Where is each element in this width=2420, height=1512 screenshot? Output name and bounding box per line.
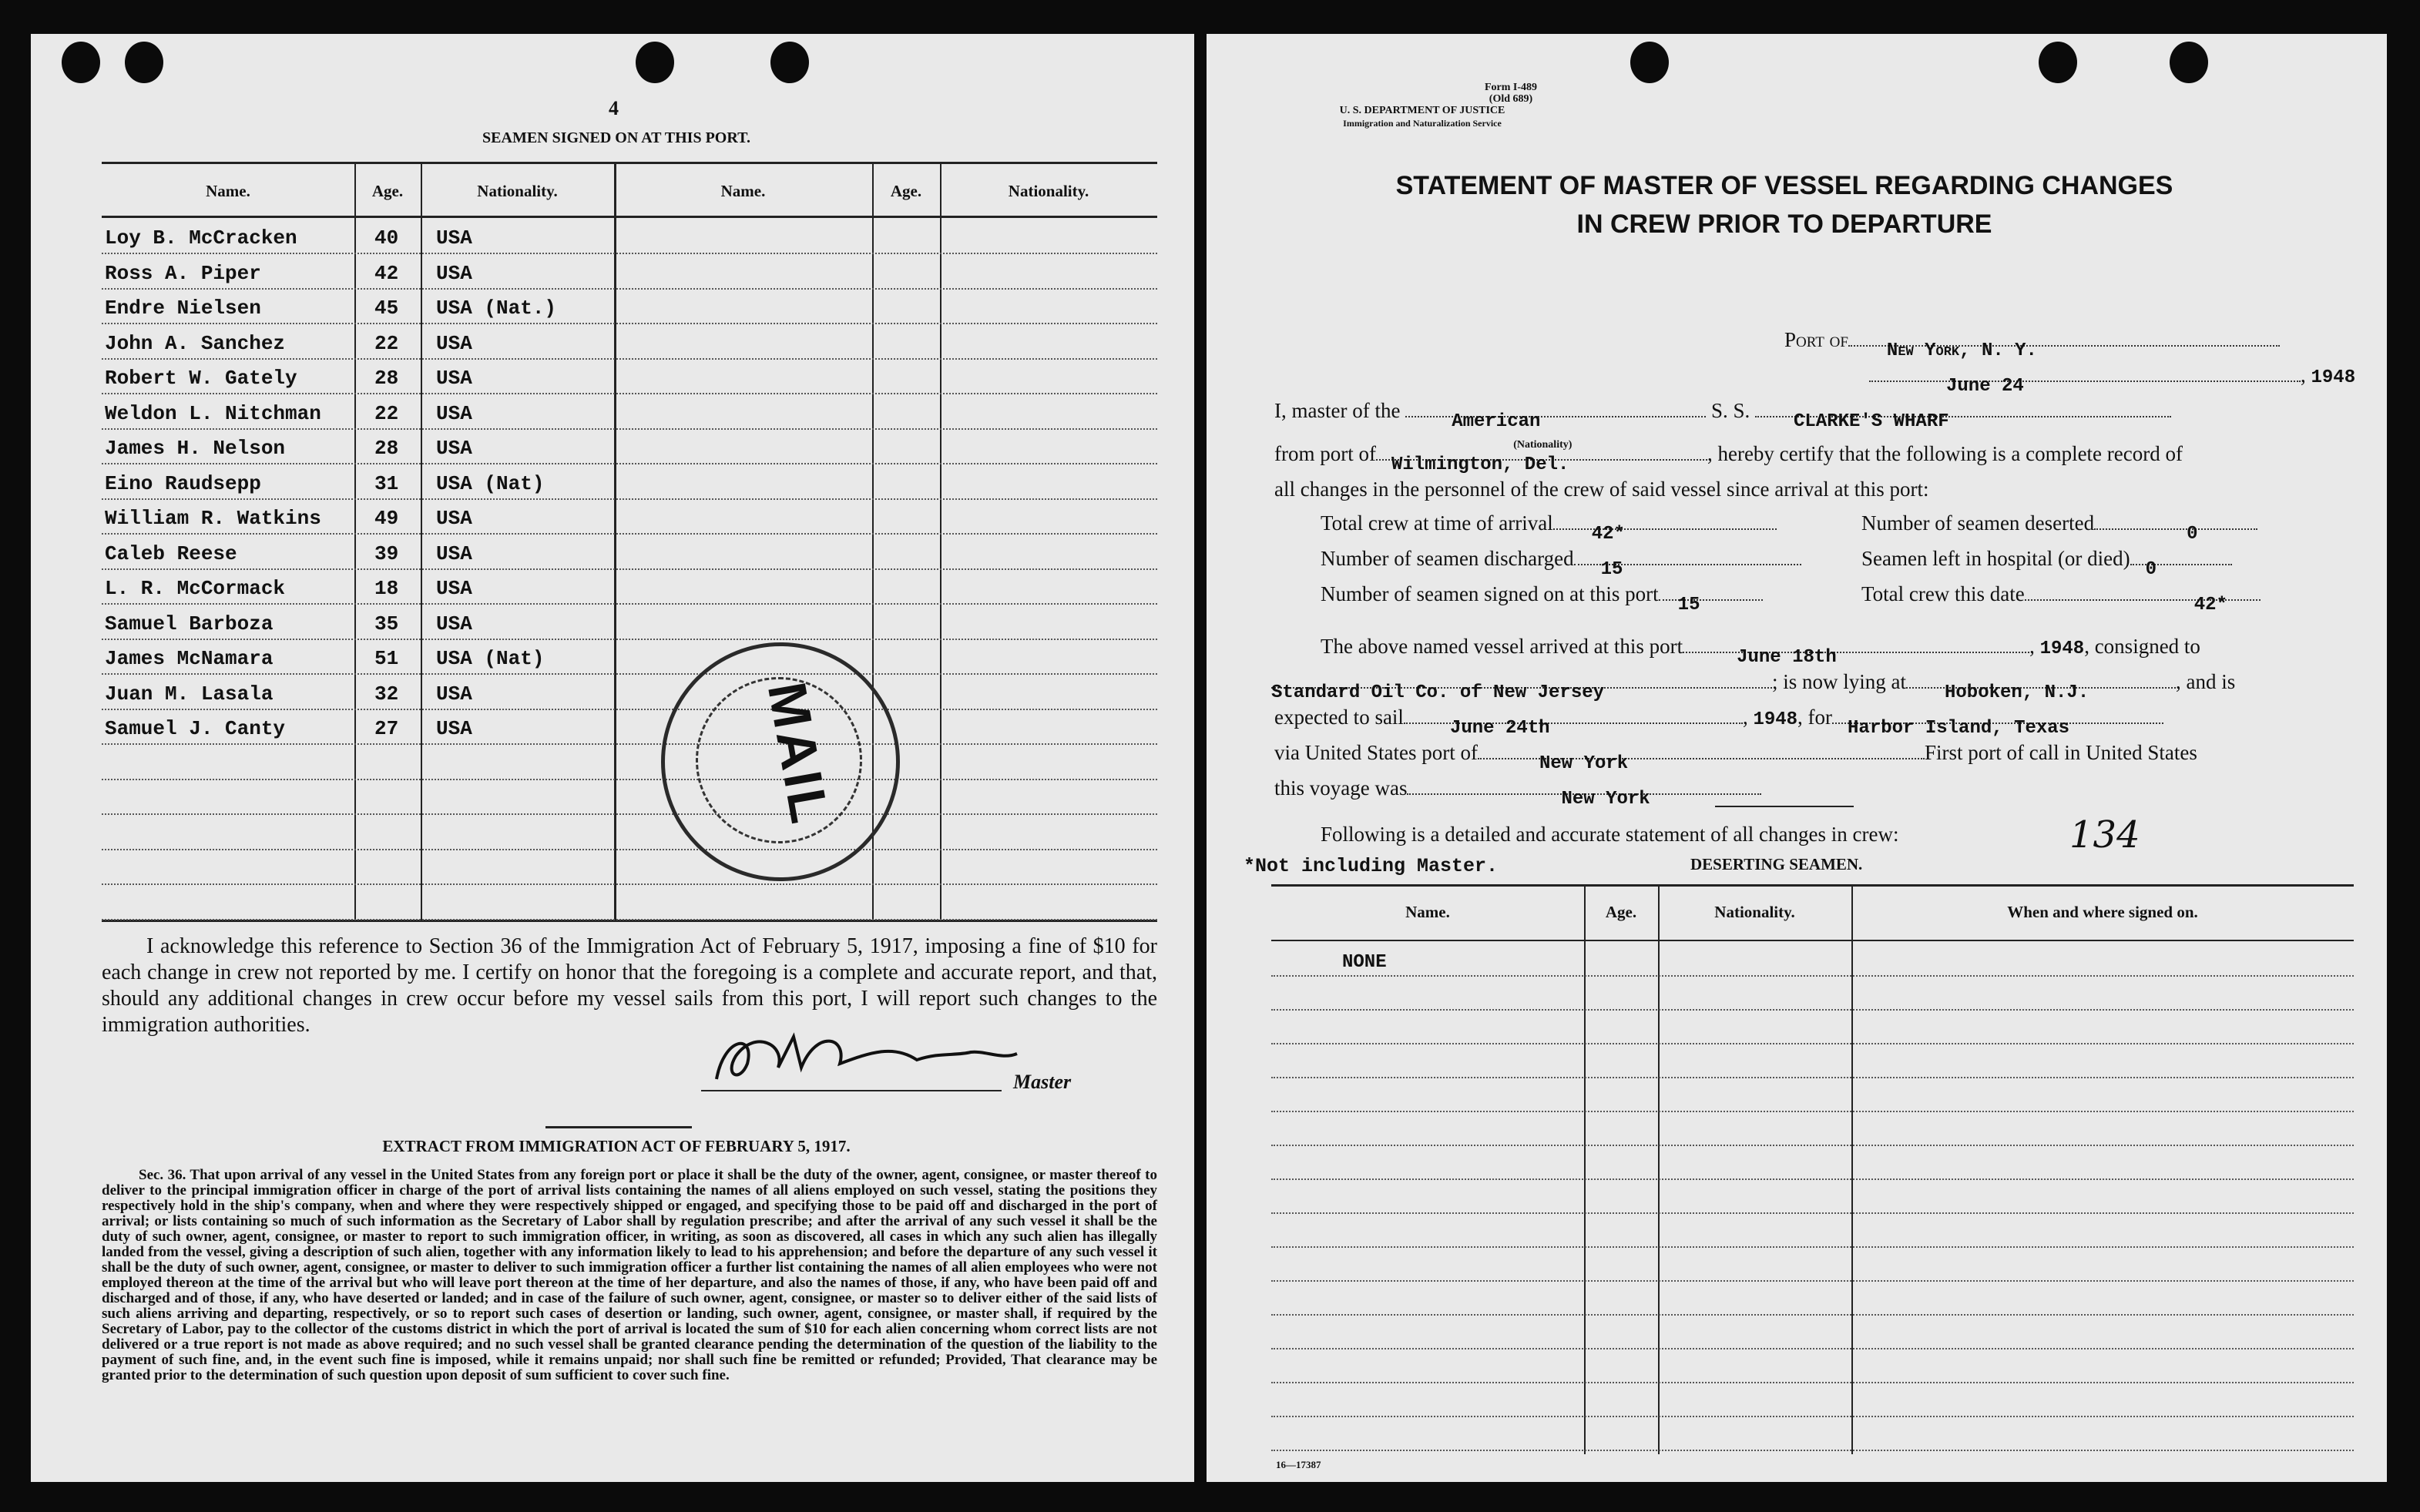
service: Immigration and Naturalization Service <box>1343 118 1502 129</box>
acknowledgement-text: I acknowledge this reference to Section 36 of the Immigration Act of February 5, 1917, imposing a fine of $10 for each change in crew not reported by me. I certify on honor that the foregoing is a complete and accurate report, and that, should any additional changes in crew occur before my vessel sails from this port, I will report such changes to the immigration authorities. <box>102 934 1157 1037</box>
hospital-value: 0 <box>2145 559 2157 580</box>
punch-hole <box>62 42 100 83</box>
table-row <box>1271 1282 2354 1316</box>
consignee-value: Standard Oil Co. of New Jersey <box>1271 682 1605 703</box>
date-line: June 24 , 1948 <box>1869 364 2355 388</box>
handwritten-number: 134 <box>2069 813 2140 857</box>
sail-date: June 24th <box>1449 718 1550 739</box>
total-date-line <box>1861 582 2261 615</box>
discharged-line <box>1321 547 1801 580</box>
ss-label: S. S. <box>1710 399 1750 422</box>
table-row <box>102 815 1157 850</box>
discharged-label: Number of seamen discharged <box>1321 547 1574 570</box>
seaman-nationality: USA <box>436 682 472 706</box>
table-row <box>1271 977 2354 1011</box>
for-label: , for <box>1797 706 1833 729</box>
seaman-nationality: USA <box>436 437 472 460</box>
seaman-age: 35 <box>374 612 399 635</box>
seaman-nationality: USA <box>436 577 472 600</box>
lying-label: ; is now lying at <box>1772 670 1906 693</box>
title-line1: STATEMENT OF MASTER OF VESSEL REGARDING CHANGES <box>1395 171 2173 200</box>
section-title: SEAMEN SIGNED ON AT THIS PORT. <box>482 129 750 146</box>
deserting-title: DESERTING SEAMEN. <box>1690 855 1863 873</box>
punch-hole <box>1630 42 1669 83</box>
master-line <box>1274 399 2171 451</box>
col-header-nationality: Nationality. <box>1714 903 1795 921</box>
table-row <box>102 535 1157 570</box>
col-header-nationality: Nationality. <box>477 182 558 200</box>
punch-hole <box>770 42 809 83</box>
seaman-age: 42 <box>374 261 399 285</box>
seaman-age: 45 <box>374 297 399 320</box>
arrived-label: The above named vessel arrived at this port <box>1321 635 1683 658</box>
signed-on-label: Number of seamen signed on at this port <box>1321 582 1659 605</box>
col-header-age: Age. <box>371 182 404 200</box>
signed-on-line <box>1321 582 1763 615</box>
punch-hole <box>2170 42 2208 83</box>
seaman-name: L. R. McCormack <box>105 577 286 600</box>
destination-value: Harbor Island, Texas <box>1848 718 2070 739</box>
seaman-age: 27 <box>374 717 399 740</box>
seaman-name: Caleb Reese <box>105 541 237 565</box>
arrived-line: The above named vessel arrived at this port June 18th , 1948, consigned to <box>1321 635 2200 668</box>
arrived-value: June 18th <box>1737 647 1837 668</box>
form-title <box>1361 166 2208 243</box>
seaman-age: 51 <box>374 647 399 670</box>
and-is-label: , and is <box>2176 670 2236 693</box>
table-header-rule <box>1271 940 2354 941</box>
extract-title: EXTRACT FROM IMMIGRATION ACT OF FEBRUARY 5, 1917. <box>382 1137 851 1155</box>
table-row <box>102 885 1157 920</box>
vessel-name: CLARKE'S WHARF <box>1793 411 1949 432</box>
seaman-name: Weldon L. Nitchman <box>105 401 321 425</box>
consigned-label: , consigned to <box>2084 635 2200 658</box>
footnote: *Not including Master. <box>1244 855 1499 877</box>
col-header-name: Name. <box>206 182 250 200</box>
seaman-nationality: USA <box>436 507 472 530</box>
col-header-name-2: Name. <box>720 182 766 200</box>
col-header-name: Name. <box>1405 903 1450 921</box>
seaman-nationality: USA <box>436 367 472 390</box>
deserted-label: Number of seamen deserted <box>1861 511 2095 535</box>
seaman-nationality: USA <box>436 612 472 635</box>
deserted-line <box>1861 511 2257 545</box>
right-page <box>1207 34 2387 1482</box>
punch-hole <box>636 42 674 83</box>
certify-text: , hereby certify that the following is a complete record of <box>1707 442 2183 465</box>
table-top-rule <box>102 162 1157 164</box>
table-row <box>1271 1316 2354 1349</box>
seaman-age: 49 <box>374 507 399 530</box>
divider <box>545 1126 692 1128</box>
via-line <box>1274 741 2197 774</box>
table-row <box>1271 1214 2354 1248</box>
total-arrival-line <box>1321 511 1777 545</box>
seaman-name: Samuel Barboza <box>105 612 274 635</box>
seaman-nationality: USA <box>436 401 472 425</box>
via-label: via United States port of <box>1274 741 1478 764</box>
arrived-year: 1948 <box>2039 639 2085 659</box>
hospital-label: Seamen left in hospital (or died) <box>1861 547 2130 570</box>
via-port: New York <box>1539 753 1629 774</box>
seaman-nationality: USA <box>436 541 472 565</box>
table-row <box>1271 1180 2354 1214</box>
seaman-age: 40 <box>374 226 399 250</box>
table-row <box>102 850 1157 885</box>
seaman-name: James H. Nelson <box>105 437 286 460</box>
master-of-label: I, master of the <box>1274 399 1401 422</box>
table-row <box>102 779 1157 815</box>
discharged-value: 15 <box>1600 559 1623 580</box>
form-number: Form I-489 <box>1484 82 1538 93</box>
consignee-line <box>1271 670 2236 703</box>
following-label: Following is a detailed and accurate statement of all changes in crew: <box>1321 823 1899 846</box>
col-header-age-2: Age. <box>890 182 922 200</box>
seaman-name: John A. Sanchez <box>105 331 286 355</box>
port-value: New York, N. Y. <box>1886 340 2037 361</box>
seaman-nationality: USA <box>436 226 472 250</box>
extract-text: Sec. 36. That upon arrival of any vessel in the United States from any foreign port or place it shall be the duty of the owner, agent, consignee, or master thereof to deliver to the principal immigration officer in charge of the port of arrival lists containing the names of all aliens employed on such vessel, stating the positions they respectively hold in the ship's company, when and where they were respectively shipped or engaged, and specifying those to be paid off and discharged in the port of arrival; or lists containing so much of such information as the Secretary of Labor shall by regulation prescribe; and after the arrival of any such vessel it shall be the duty of such owner, agent, consignee, or master to report to such immigration officer, in writing, as soon as discovered, all cases in which any such alien has illegally landed from the vessel, giving a description of such alien, together with any information likely to lead to his apprehension; and before the departure of any such vessel it shall be the duty of such owner, agent, consignee, or master to deliver to such immigration officer a further list containing the names of all alien employees who were not employed thereon at the time of the arrival but who will leave port thereon at the time of her departure, and also the names of those, if any, who have been paid off and discharged and of those, if any, who have deserted or landed; and in case of the failure of such owner, agent, consignee, or master so to deliver either of the said lists of such aliens arriving and departing, respectively, or so to report such cases of desertion or landing, such owner, agent, consignee, or master shall, if required by the Secretary of Labor, pay to the collector of the customs district in which the port of arrival is located the sum of $10 for each alien concerning whom correct lists are not delivered or a true report is not made as above required; and no such vessel shall be granted clearance pending the determination of the question of the liability to the payment of such fine, and, in the event such fine is imposed, while it remains unpaid; nor shall such fine be remitted or refunded; Provided, That clearance may be granted prior to the determination of such question upon deposit of sum sufficient to cover such fine. <box>102 1167 1157 1383</box>
nationality-caption: (Nationality) <box>1513 439 1572 451</box>
punch-hole <box>2039 42 2077 83</box>
from-port-label: from port of <box>1274 442 1376 465</box>
left-page <box>31 34 1194 1482</box>
seaman-nationality: USA (Nat.) <box>436 297 557 320</box>
deserting-entry: NONE <box>1342 952 1387 973</box>
voyage-line <box>1274 776 1761 810</box>
department: U. S. DEPARTMENT OF JUSTICE <box>1339 105 1505 116</box>
seaman-name: Eino Raudsepp <box>105 471 261 495</box>
table-row <box>1271 1011 2354 1044</box>
table-row <box>1271 1112 2354 1146</box>
seaman-name: Robert W. Gately <box>105 367 297 390</box>
title-line2: IN CREW PRIOR TO DEPARTURE <box>1576 210 1992 239</box>
seaman-age: 22 <box>374 401 399 425</box>
seaman-age: 32 <box>374 682 399 706</box>
print-code: 16—17387 <box>1276 1459 1321 1470</box>
seaman-name: Loy B. McCracken <box>105 226 297 250</box>
date-value: June 24 <box>1946 376 2024 397</box>
table-header-rule <box>102 216 1157 218</box>
table-row <box>1271 1417 2354 1451</box>
seaman-age: 18 <box>374 577 399 600</box>
sail-year: 1948 <box>1753 709 1798 730</box>
form-number-block <box>1453 82 1569 105</box>
table-row <box>1271 1349 2354 1383</box>
total-date-value: 42* <box>2193 595 2227 615</box>
from-port-value: Wilmington, Del. <box>1391 454 1569 475</box>
seaman-nationality: USA (Nat) <box>436 471 545 495</box>
seaman-nationality: USA <box>436 261 472 285</box>
col-header-age: Age. <box>1605 903 1637 921</box>
punch-hole <box>125 42 163 83</box>
table-row <box>1271 1248 2354 1282</box>
seaman-age: 22 <box>374 331 399 355</box>
table-row <box>1271 1383 2354 1417</box>
seaman-name: Juan M. Lasala <box>105 682 274 706</box>
total-arrival-value: 42* <box>1591 524 1625 545</box>
lying-value: Hoboken, N.J. <box>1945 682 2089 703</box>
form-old: (Old 689) <box>1489 93 1533 105</box>
table-row <box>102 745 1157 780</box>
seaman-name: Samuel J. Canty <box>105 717 286 740</box>
first-port-label: First port of call in United States <box>1924 741 2197 764</box>
table-row <box>1271 1044 2354 1078</box>
sail-line: expected to sail June 24th , 1948, for Harbor Island, Texas <box>1274 706 2163 730</box>
col-header-signed-on: When and where signed on. <box>2007 903 2198 921</box>
port-line <box>1784 328 2280 361</box>
from-port-line <box>1274 442 2183 475</box>
col-header-nationality-2: Nationality. <box>1008 182 1089 200</box>
seaman-nationality: USA (Nat) <box>436 647 545 670</box>
total-date-label: Total crew this date <box>1861 582 2025 605</box>
port-label: Port of <box>1784 328 1848 351</box>
deserted-value: 0 <box>2187 524 2198 545</box>
seaman-age: 31 <box>374 471 399 495</box>
table-top-rule <box>1271 884 2354 887</box>
first-port-value: New York <box>1561 789 1650 810</box>
nationality-value: American <box>1452 411 1541 432</box>
master-label: Master <box>1013 1071 1072 1093</box>
seaman-name: James McNamara <box>105 647 274 670</box>
sail-label: expected to sail <box>1274 706 1404 729</box>
seaman-nationality: USA <box>436 331 472 355</box>
seaman-name: Ross A. Piper <box>105 261 261 285</box>
seaman-nationality: USA <box>436 717 472 740</box>
seaman-name: William R. Watkins <box>105 507 321 530</box>
total-arrival-label: Total crew at time of arrival <box>1321 511 1553 535</box>
postmark-stamp <box>661 642 900 881</box>
department-block <box>1276 105 1569 129</box>
table-row <box>1271 1078 2354 1112</box>
stamp-text: MAIL <box>756 678 841 830</box>
seaman-name: Endre Nielsen <box>105 297 261 320</box>
divider <box>1715 806 1854 807</box>
certify-text-2: all changes in the personnel of the crew of said vessel since arrival at this port: <box>1274 478 1929 501</box>
year-value: 1948 <box>2311 367 2356 388</box>
hospital-line <box>1861 547 2232 580</box>
table-row <box>1271 943 2354 977</box>
page-number: 4 <box>609 97 619 119</box>
signed-on-value: 15 <box>1677 595 1700 615</box>
seaman-age: 28 <box>374 437 399 460</box>
table-row <box>1271 1146 2354 1180</box>
voyage-label: this voyage was <box>1274 776 1408 800</box>
seaman-age: 39 <box>374 541 399 565</box>
seaman-age: 28 <box>374 367 399 390</box>
